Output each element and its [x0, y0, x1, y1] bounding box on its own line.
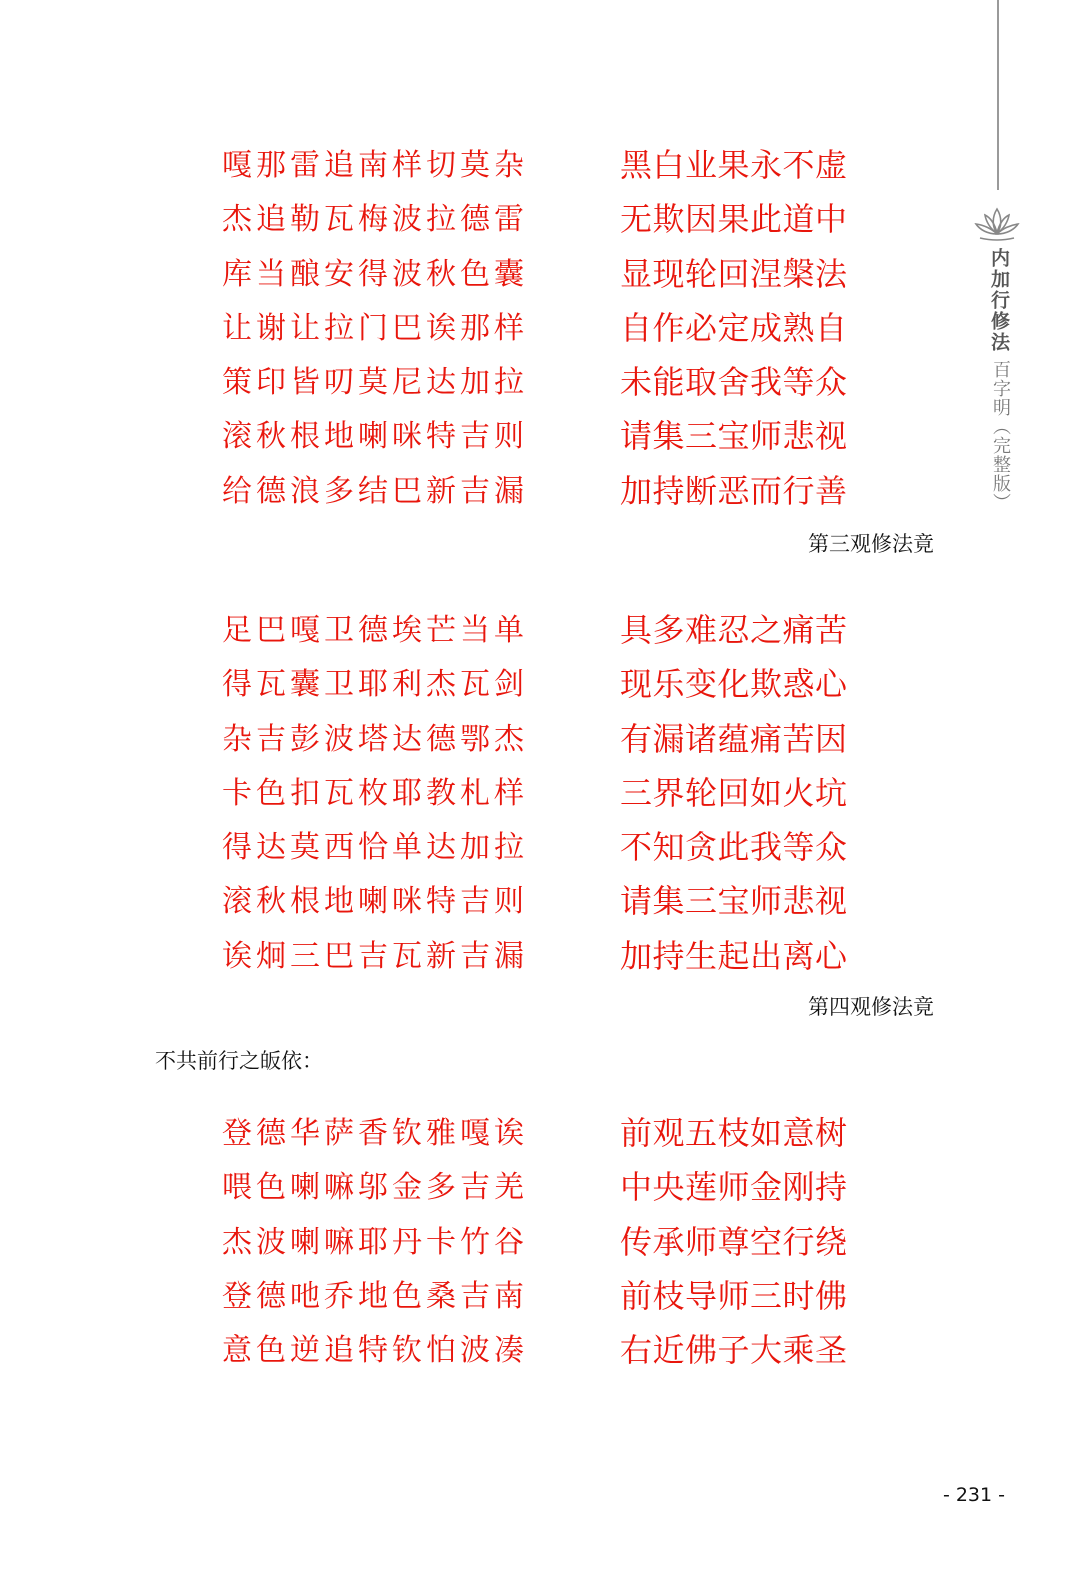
verse-meaning: 有漏诸蕴痛苦因 — [620, 719, 848, 758]
verse-meaning: 加持断恶而行善 — [620, 471, 848, 510]
verse-meaning: 传承师尊空行绕 — [620, 1222, 848, 1261]
verse-transliteration: 策印皆叨莫尼达加拉 — [222, 365, 528, 401]
verse-transliteration: 给德浪多结巴新吉漏 — [222, 473, 528, 509]
verse-transliteration: 足巴嘎卫德埃芒当单 — [222, 613, 528, 648]
verse-transliteration: 意色逆追特钦怕波凑 — [222, 1333, 528, 1369]
lotus-icon — [972, 203, 1022, 243]
verse-transliteration: 登德华萨香钦雅嘎诶 — [222, 1116, 528, 1151]
chapter-subtitle: 百字明（完整版） — [990, 360, 1011, 512]
verse-meaning: 请集三宝师悲视 — [620, 882, 848, 921]
verse-meaning: 不知贪此我等众 — [620, 828, 848, 867]
verse-transliteration: 诶炯三巴吉瓦新吉漏 — [222, 938, 528, 974]
verse-meaning: 三界轮回如火坑 — [620, 773, 848, 812]
verse-transliteration: 得达莫西恰单达加拉 — [222, 830, 528, 866]
verse-transliteration: 卡色扣瓦枚耶教札样 — [222, 775, 528, 811]
verse-meaning: 前观五枝如意树 — [620, 1114, 848, 1152]
verse-transliteration: 滚秋根地喇咪特吉则 — [222, 884, 528, 920]
verse-transliteration: 杂吉彭波塔达德鄂杰 — [222, 721, 528, 757]
verse-transliteration: 滚秋根地喇咪特吉则 — [222, 419, 528, 455]
verse-transliteration: 喂色喇嘛邬金多吉羌 — [222, 1170, 528, 1206]
section-heading: 不共前行之皈依： — [155, 1049, 323, 1073]
verse-transliteration: 杰波喇嘛耶丹卡竹谷 — [222, 1224, 528, 1260]
verse-meaning: 右近佛子大乘圣 — [620, 1331, 848, 1370]
verse-meaning: 中央莲师金刚持 — [620, 1168, 848, 1207]
verse-meaning: 请集三宝师悲视 — [620, 417, 848, 456]
section-end-note: 第三观修法竟 — [808, 532, 934, 556]
verse-transliteration: 让谢让拉门巴诶那样 — [222, 310, 528, 346]
verse-meaning: 自作必定成熟自 — [620, 308, 848, 347]
section-end-note: 第四观修法竟 — [808, 995, 934, 1019]
verse-transliteration: 登德吔乔地色桑吉南 — [222, 1278, 528, 1314]
verse-meaning: 现乐变化欺惑心 — [620, 665, 848, 704]
verse-meaning: 加持生起出离心 — [620, 936, 848, 975]
verse-transliteration: 杰追勒瓦梅波拉德雷 — [222, 202, 528, 238]
verse-transliteration: 库当酿安得波秋色囊 — [222, 256, 528, 292]
verse-transliteration: 得瓦囊卫耶利杰瓦剑 — [222, 667, 528, 703]
verse-meaning: 具多难忍之痛苦 — [620, 611, 848, 649]
margin-rule — [997, 0, 999, 190]
verse-meaning: 黑白业果永不虚 — [620, 146, 848, 184]
verse-meaning: 无欺因果此道中 — [620, 200, 848, 239]
page-number: - 231 - — [942, 1484, 1005, 1506]
verse-meaning: 前枝导师三时佛 — [620, 1276, 848, 1315]
chapter-title: 内加行修法 — [988, 248, 1010, 353]
verse-meaning: 显现轮回涅槃法 — [620, 254, 848, 293]
verse-transliteration: 嘎那雷追南样切莫杂 — [222, 148, 528, 183]
verse-meaning: 未能取舍我等众 — [620, 363, 848, 402]
